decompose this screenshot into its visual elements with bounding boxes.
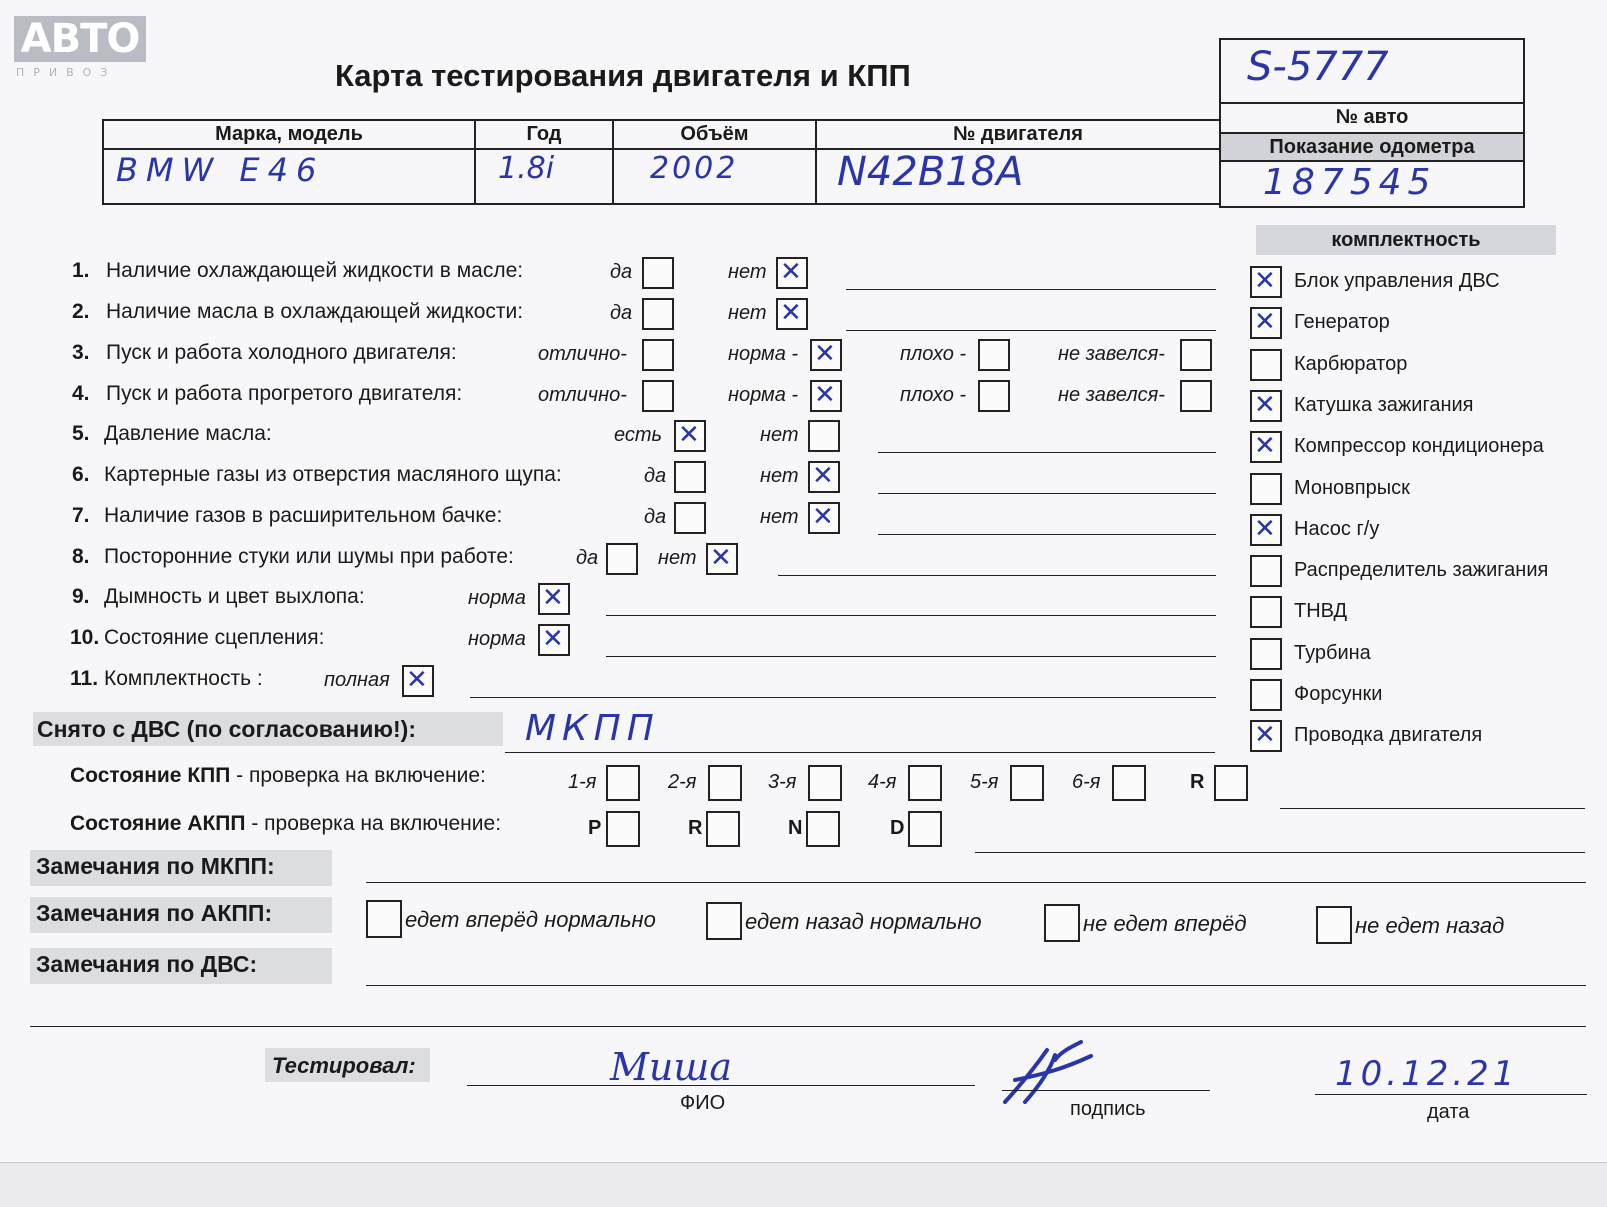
- option-checkbox[interactable]: [642, 339, 674, 371]
- paper-bottom-edge: [0, 1162, 1607, 1207]
- option-checkbox[interactable]: [606, 543, 638, 575]
- kpp-gear-label: 2-я: [668, 771, 697, 793]
- akpp-remark-label: не едет вперёд: [1083, 911, 1247, 936]
- option-label: да: [576, 547, 599, 569]
- kpp-gear-checkbox[interactable]: [1010, 765, 1044, 801]
- akpp-remark-label: едет вперёд нормально: [405, 907, 656, 932]
- signature-caption: подпись: [1070, 1098, 1146, 1120]
- question-text: Состояние сцепления:: [104, 626, 325, 649]
- option-label: да: [644, 506, 667, 528]
- mkpp-remarks-line[interactable]: [366, 882, 1586, 883]
- akpp-gear-label: P: [588, 817, 602, 839]
- logo-brand: АВТО: [14, 16, 146, 62]
- question-number: 6.: [72, 463, 90, 486]
- option-label: да: [644, 465, 667, 487]
- option-label: да: [610, 302, 633, 324]
- akpp-gear-label: D: [890, 817, 905, 839]
- answer-line[interactable]: [878, 452, 1216, 453]
- komplekt-item-label: Турбина: [1294, 641, 1371, 664]
- question-text: Наличие газов в расширительном бачке:: [104, 504, 503, 527]
- engine-cell: [817, 121, 1221, 203]
- akpp-remark-label: едет назад нормально: [745, 909, 982, 934]
- make-value[interactable]: BMW E46: [116, 151, 325, 189]
- option-checkbox[interactable]: [776, 257, 808, 289]
- question-number: 7.: [72, 504, 90, 527]
- option-label: не завелся-: [1058, 343, 1165, 365]
- komplekt-item-label: Компрессор кондиционера: [1294, 435, 1544, 458]
- question-text: Наличие охлаждающей жидкости в масле:: [106, 259, 524, 282]
- kpp-title: [70, 764, 486, 788]
- komplekt-item-label: Форсунки: [1294, 683, 1383, 705]
- volume-value[interactable]: 2002: [650, 151, 739, 186]
- option-label: нет: [760, 424, 799, 446]
- akpp-title-bold: Состояние АКПП: [70, 812, 246, 835]
- question-text: Посторонние стуки или шумы при работе:: [104, 545, 514, 568]
- question-number: 5.: [72, 422, 90, 445]
- removed-value[interactable]: МКПП: [525, 708, 660, 749]
- odometer-label: Показание одометра: [1221, 134, 1523, 160]
- option-checkbox[interactable]: [674, 461, 706, 493]
- auto-number-label: № авто: [1335, 106, 1409, 128]
- option-checkbox[interactable]: [978, 339, 1010, 371]
- akpp-remark-checkbox[interactable]: [1316, 906, 1352, 944]
- question-text: Пуск и работа прогретого двигателя:: [106, 382, 463, 405]
- date-caption: дата: [1427, 1101, 1470, 1123]
- option-label: отлично-: [538, 343, 627, 365]
- option-label: нет: [728, 302, 767, 324]
- komplekt-checkbox[interactable]: [1250, 514, 1282, 546]
- option-label: норма: [468, 587, 526, 609]
- kpp-title-bold: Состояние КПП: [70, 764, 231, 787]
- volume-label: Объём: [614, 121, 815, 150]
- option-label: норма: [468, 628, 526, 650]
- dvs-remarks-line-2[interactable]: [30, 1026, 1586, 1027]
- answer-line[interactable]: [878, 534, 1216, 535]
- option-checkbox[interactable]: [1180, 339, 1212, 371]
- question-number: 8.: [72, 545, 90, 568]
- question-number: 11.: [70, 667, 99, 690]
- question-number: 3.: [72, 341, 90, 364]
- kpp-gear-checkbox[interactable]: [908, 765, 942, 801]
- option-label: плохо -: [900, 384, 967, 406]
- make-cell: [104, 121, 476, 203]
- option-checkbox[interactable]: [808, 461, 840, 493]
- option-label: плохо -: [900, 343, 967, 365]
- kpp-gear-label: 1-я: [568, 771, 597, 793]
- option-checkbox[interactable]: [642, 257, 674, 289]
- answer-line[interactable]: [470, 697, 1216, 698]
- option-label: нет: [728, 261, 767, 283]
- option-checkbox[interactable]: [810, 339, 842, 371]
- akpp-title: [70, 812, 501, 836]
- kpp-gear-label: 3-я: [768, 771, 797, 793]
- komplekt-checkbox[interactable]: [1250, 390, 1282, 422]
- akpp-gear-label: N: [788, 817, 803, 839]
- auto-number-box: [1219, 38, 1525, 208]
- logo-sub: ПРИВОЗ: [16, 66, 117, 79]
- komplekt-item-label: Блок управления ДВС: [1294, 270, 1500, 292]
- komplekt-checkbox[interactable]: [1250, 638, 1282, 670]
- option-checkbox[interactable]: [402, 665, 434, 697]
- question-number: 2.: [72, 300, 90, 323]
- name-caption: ФИО: [680, 1092, 726, 1114]
- year-cell: [476, 121, 614, 203]
- komplekt-title: комплектность: [1256, 225, 1556, 255]
- option-label: не завелся-: [1058, 384, 1165, 406]
- akpp-gear-checkbox[interactable]: [706, 811, 740, 847]
- make-label: Марка, модель: [104, 121, 474, 150]
- removed-line: [505, 752, 1215, 753]
- option-checkbox[interactable]: [674, 420, 706, 452]
- option-label: нет: [658, 547, 697, 569]
- option-label: есть: [614, 424, 663, 446]
- option-checkbox[interactable]: [808, 502, 840, 534]
- akpp-gear-checkbox[interactable]: [806, 811, 840, 847]
- question-text: Комплектность :: [104, 667, 263, 690]
- question-text: Пуск и работа холодного двигателя:: [106, 341, 457, 364]
- answer-line[interactable]: [606, 615, 1216, 616]
- kpp-gear-label: R: [1190, 771, 1205, 793]
- mkpp-remarks-label: Замечания по МКПП:: [36, 853, 275, 879]
- year-value[interactable]: 1.8i: [498, 151, 555, 186]
- engine-value[interactable]: N42B18A: [837, 149, 1024, 195]
- komplekt-item-label: Насос г/у: [1294, 517, 1380, 540]
- signature-line: [1002, 1090, 1210, 1091]
- komplekt-checkbox[interactable]: [1250, 349, 1282, 381]
- komplekt-item-label: Катушка зажигания: [1294, 393, 1474, 416]
- answer-line[interactable]: [778, 575, 1216, 576]
- year-label: Год: [476, 121, 612, 150]
- answer-line[interactable]: [846, 330, 1216, 331]
- kpp-title-rest: - проверка на включение:: [230, 764, 486, 787]
- kpp-line: [1280, 808, 1585, 809]
- kpp-gear-checkbox[interactable]: [606, 765, 640, 801]
- komplekt-checkbox[interactable]: [1250, 266, 1282, 298]
- komplekt-item-label: Распределитель зажигания: [1294, 559, 1549, 582]
- question-number: 4.: [72, 382, 90, 405]
- akpp-gear-checkbox[interactable]: [908, 811, 942, 847]
- option-label: отлично-: [538, 384, 627, 406]
- option-checkbox[interactable]: [808, 420, 840, 452]
- komplekt-checkbox[interactable]: [1250, 431, 1282, 463]
- akpp-remark-checkbox[interactable]: [366, 900, 402, 938]
- komplekt-item-label: ТНВД: [1294, 600, 1348, 623]
- dvs-remarks-label: Замечания по ДВС:: [36, 951, 258, 977]
- option-label: полная: [324, 669, 390, 691]
- kpp-gear-label: 5-я: [970, 771, 999, 793]
- kpp-gear-checkbox[interactable]: [708, 765, 742, 801]
- question-text: Дымность и цвет выхлопа:: [104, 585, 365, 608]
- kpp-gear-checkbox[interactable]: [1112, 765, 1146, 801]
- kpp-gear-label: 4-я: [868, 771, 897, 793]
- akpp-line: [975, 852, 1585, 853]
- komplekt-checkbox[interactable]: [1250, 596, 1282, 628]
- option-label: да: [610, 261, 633, 283]
- removed-label: Снято с ДВС (по согласованию!):: [37, 716, 416, 742]
- avtoprivoz-logo: [14, 16, 152, 82]
- komplekt-checkbox[interactable]: [1250, 679, 1282, 711]
- akpp-title-rest: - проверка на включение:: [245, 812, 502, 835]
- name-value[interactable]: Миша: [610, 1045, 733, 1089]
- komplekt-item-label: Моновпрыск: [1294, 476, 1410, 499]
- page-title: Карта тестирования двигателя и КПП: [335, 58, 911, 93]
- akpp-remark-checkbox[interactable]: [706, 902, 742, 940]
- answer-line[interactable]: [606, 656, 1216, 657]
- question-number: 1.: [72, 259, 90, 282]
- kpp-gear-checkbox[interactable]: [808, 765, 842, 801]
- option-checkbox[interactable]: [810, 380, 842, 412]
- komplekt-item-label: Карбюратор: [1294, 352, 1408, 375]
- komplekt-checkbox[interactable]: [1250, 555, 1282, 587]
- option-checkbox[interactable]: [642, 380, 674, 412]
- date-line: [1315, 1094, 1587, 1095]
- question-number: 9.: [72, 585, 90, 608]
- komplekt-item-label: Проводка двигателя: [1294, 724, 1483, 747]
- option-checkbox[interactable]: [674, 502, 706, 534]
- option-checkbox[interactable]: [706, 543, 738, 575]
- option-checkbox[interactable]: [642, 298, 674, 330]
- akpp-gear-label: R: [688, 817, 703, 839]
- kpp-gear-checkbox[interactable]: [1214, 765, 1248, 801]
- question-text: Наличие масла в охлаждающей жидкости:: [106, 300, 524, 323]
- komplekt-checkbox[interactable]: [1250, 473, 1282, 505]
- date-value[interactable]: 10.12.21: [1335, 1054, 1519, 1094]
- option-label: норма -: [728, 384, 799, 406]
- akpp-gear-checkbox[interactable]: [606, 811, 640, 847]
- kpp-gear-label: 6-я: [1072, 771, 1101, 793]
- option-checkbox[interactable]: [1180, 380, 1212, 412]
- option-checkbox[interactable]: [776, 298, 808, 330]
- answer-line[interactable]: [878, 493, 1216, 494]
- option-checkbox[interactable]: [538, 583, 570, 615]
- question-number: 10.: [70, 626, 100, 649]
- komplekt-checkbox[interactable]: [1250, 720, 1282, 752]
- option-checkbox[interactable]: [538, 624, 570, 656]
- option-label: нет: [760, 465, 799, 487]
- dvs-remarks-line[interactable]: [366, 985, 1586, 986]
- auto-number-value[interactable]: S-5777: [1247, 44, 1389, 90]
- volume-cell: [614, 121, 817, 203]
- komplekt-checkbox[interactable]: [1250, 307, 1282, 339]
- komplekt-item-label: Генератор: [1294, 311, 1390, 334]
- option-label: нет: [760, 506, 799, 528]
- akpp-remark-checkbox[interactable]: [1044, 904, 1080, 942]
- vehicle-header-table: [102, 119, 1219, 205]
- engine-label: № двигателя: [817, 121, 1219, 150]
- question-text: Давление масла:: [104, 422, 272, 445]
- odometer-value[interactable]: 187545: [1263, 162, 1437, 203]
- question-text: Картерные газы из отверстия масляного щупа:: [104, 463, 562, 486]
- option-label: норма -: [728, 343, 799, 365]
- name-line: [467, 1085, 975, 1086]
- option-checkbox[interactable]: [978, 380, 1010, 412]
- answer-line[interactable]: [846, 289, 1216, 290]
- akpp-remarks-label: Замечания по АКПП:: [36, 900, 273, 926]
- akpp-remark-label: не едет назад: [1355, 913, 1505, 938]
- tested-label: Тестировал:: [272, 1053, 416, 1078]
